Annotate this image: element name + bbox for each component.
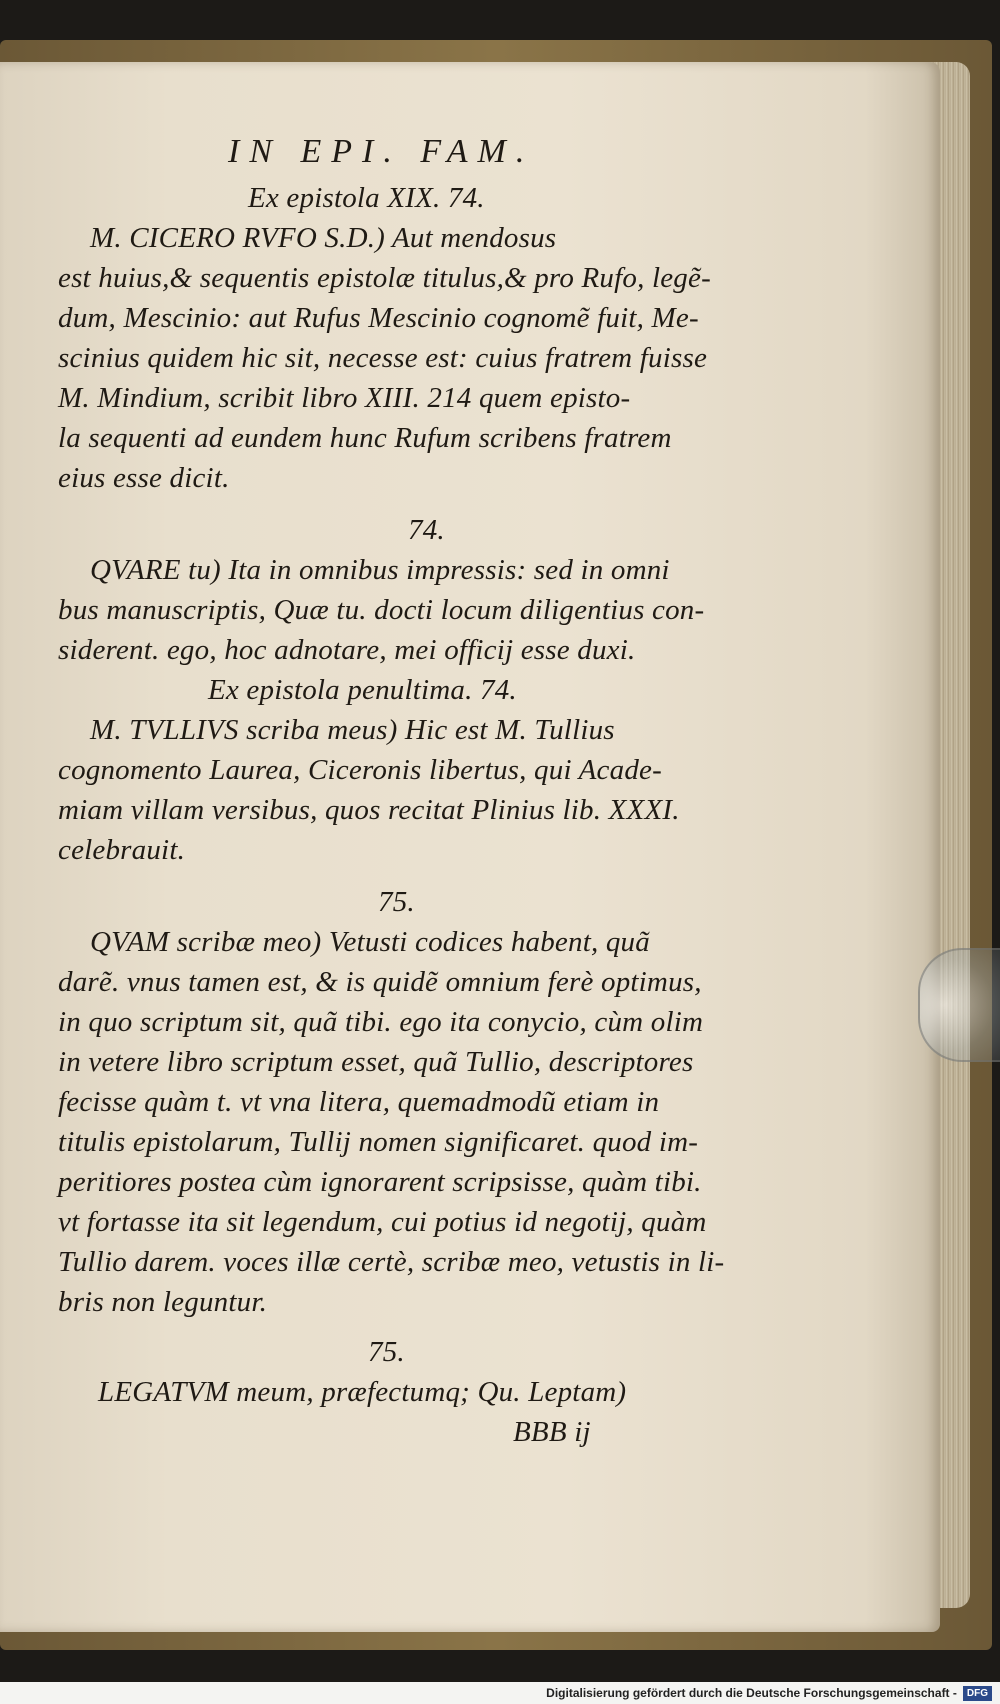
section-number: 75. [368, 1336, 405, 1368]
text-line: dum, Mescinio: aut Rufus Mescinio cognomẽ fuit, Me- [58, 302, 699, 334]
text-line: siderent. ego, hoc adnotare, mei officij esse duxi. [58, 634, 636, 666]
text-line: cognomento Laurea, Ciceronis libertus, qui Acade- [58, 754, 662, 786]
text-line: titulis epistolarum, Tullij nomen significaret. quod im- [58, 1126, 699, 1158]
text-line: bus manuscriptis, Quæ tu. docti locum diligentius con- [58, 594, 705, 626]
page-clip [918, 948, 1000, 1062]
text-line: QVARE tu) Ita in omnibus impressis: sed in omni [90, 554, 670, 586]
text-line: QVAM scribæ meo) Vetusti codices habent, quã [90, 926, 650, 958]
credit-text: Digitalisierung gefördert durch die Deutsche Forschungsgemeinschaft - [546, 1686, 957, 1700]
section-number: 74. [408, 514, 445, 546]
text-line: la sequenti ad eundem hunc Rufum scribens fratrem [58, 422, 672, 454]
text-line: in quo scriptum sit, quã tibi. ego ita conycio, cùm olim [58, 1006, 704, 1038]
text-line: M. TVLLIVS scriba meus) Hic est M. Tullius [90, 714, 615, 746]
text-line: darẽ. vnus tamen est, & is quidẽ omnium ferè optimus, [58, 966, 702, 998]
dfg-logo: DFG [963, 1686, 992, 1701]
section-heading: Ex epistola XIX. 74. [248, 182, 485, 214]
text-line: in vetere libro scriptum esset, quã Tullio, descriptores [58, 1046, 694, 1078]
text-line: est huius,& sequentis epistolæ titulus,& pro Rufo, legẽ- [58, 262, 711, 294]
text-line: celebrauit. [58, 834, 186, 866]
text-line: LEGATVM meum, præfectumq; Qu. Leptam) [98, 1376, 627, 1408]
text-line: peritiores postea cùm ignorarent scripsisse, quàm tibi. [58, 1166, 702, 1198]
text-line: eius esse dicit. [58, 462, 230, 494]
text-line: fecisse quàm t. vt vna litera, quemadmodũ etiam in [58, 1086, 660, 1118]
text-line: M. CICERO RVFO S.D.) Aut mendosus [90, 222, 557, 254]
section-number: 75. [378, 886, 415, 918]
text-line: vt fortasse ita sit legendum, cui potius id negotij, quàm [58, 1206, 707, 1238]
signature-mark: BBB ij [513, 1416, 591, 1448]
running-header: IN EPI. FAM. [228, 133, 535, 170]
text-line: miam villam versibus, quos recitat Plinius lib. XXXI. [58, 794, 680, 826]
digitization-credit-bar [0, 1682, 1000, 1704]
text-line: M. Mindium, scribit libro XIII. 214 quem episto- [58, 382, 631, 414]
text-line: Tullio darem. voces illæ certè, scribæ meo, vetustis in li- [58, 1246, 725, 1278]
text-line: bris non leguntur. [58, 1286, 268, 1318]
section-heading: Ex epistola penultima. 74. [208, 674, 517, 706]
text-line: scinius quidem hic sit, necesse est: cuius fratrem fuisse [58, 342, 708, 374]
